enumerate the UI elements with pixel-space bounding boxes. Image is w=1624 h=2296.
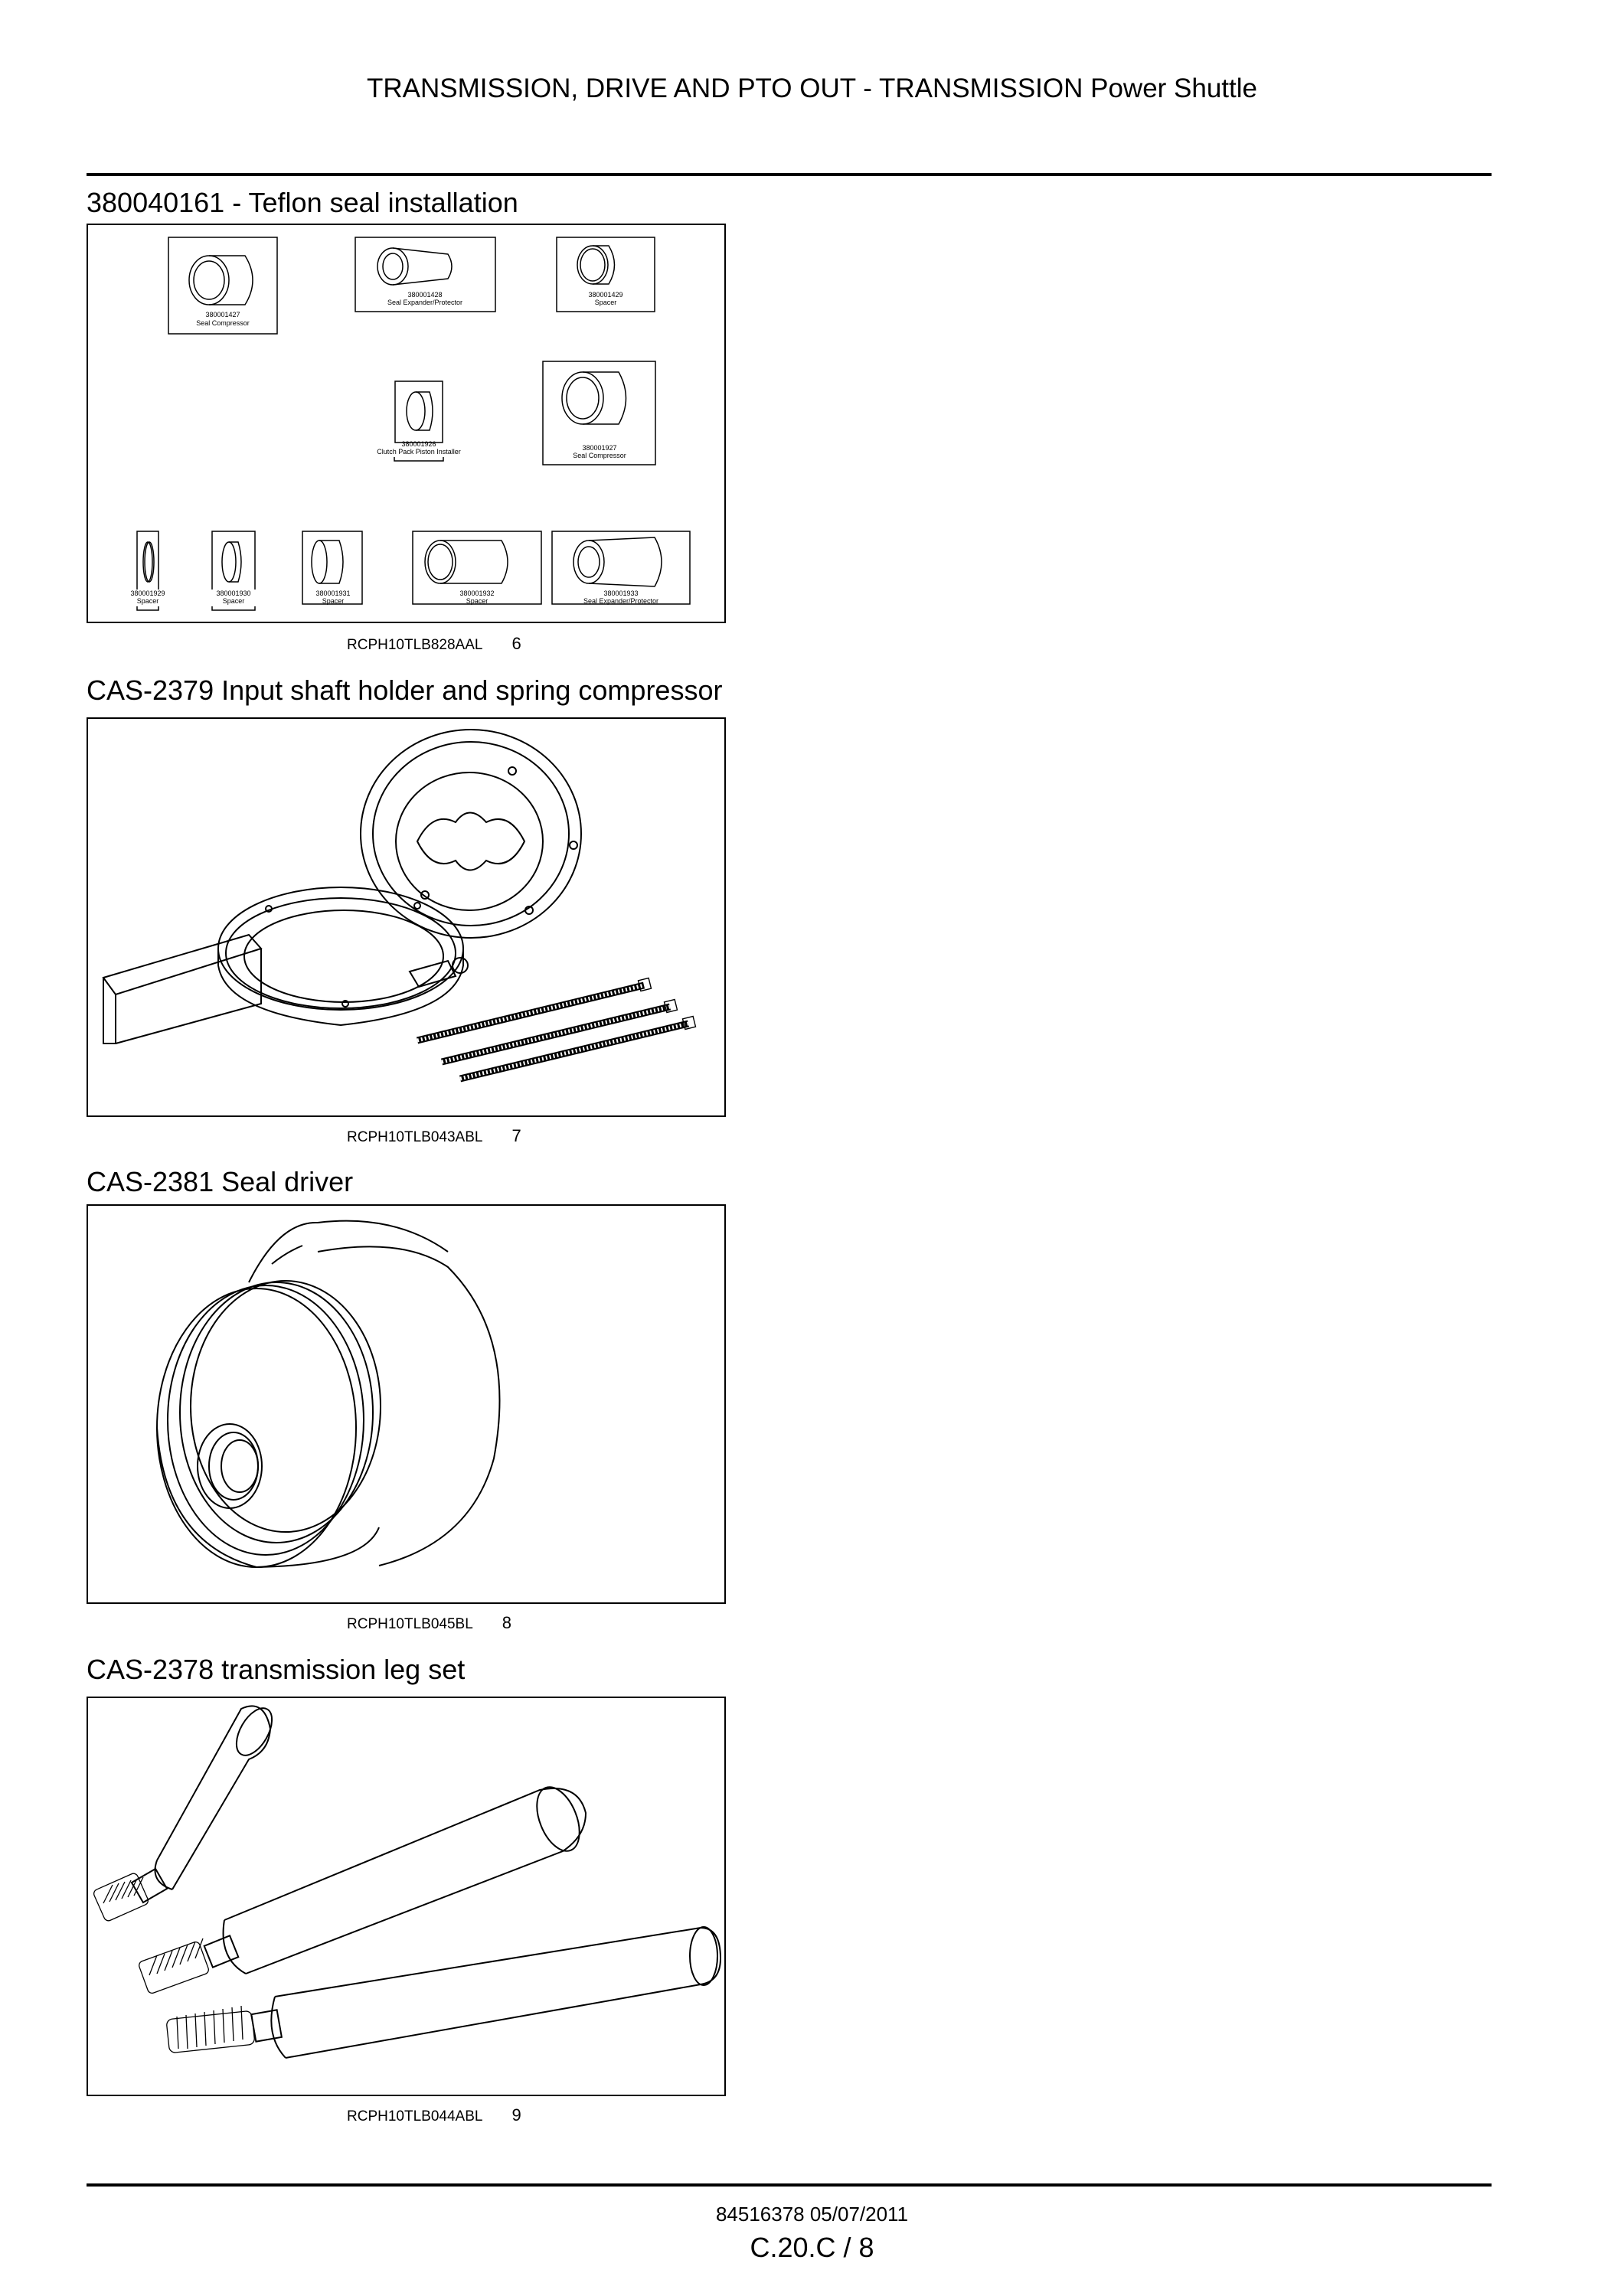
label-380001927-number: 380001927 xyxy=(582,444,617,452)
figure-code: RCPH10TLB045BL xyxy=(347,1616,473,1632)
part-380001930-illustration xyxy=(203,531,264,610)
label-380001931-name: Spacer xyxy=(322,597,345,605)
figure-number: 6 xyxy=(511,634,521,653)
figure-caption-6 xyxy=(347,634,521,654)
section-title-teflon-seal: 380040161 - Teflon seal installation xyxy=(87,187,518,218)
section-title-transmission-leg-set: CAS-2378 transmission leg set xyxy=(87,1654,466,1685)
part-380001428-illustration xyxy=(355,237,495,312)
label-380001929-number: 380001929 xyxy=(130,590,165,597)
part-380001429-illustration xyxy=(557,237,655,312)
part-380001933-illustration xyxy=(552,531,690,605)
part-380001929-illustration xyxy=(120,531,175,610)
figure-code: RCPH10TLB044ABL xyxy=(347,2108,483,2125)
label-380001927-name: Seal Compressor xyxy=(573,452,626,459)
figure-caption-9 xyxy=(347,2105,521,2125)
part-380001927-illustration xyxy=(543,361,655,465)
part-380001932-illustration xyxy=(413,531,541,605)
figure-caption-7 xyxy=(347,1126,521,1146)
section-title-input-shaft-holder: CAS-2379 Input shaft holder and spring compressor xyxy=(87,674,723,706)
label-380001428-number: 380001428 xyxy=(407,291,443,299)
label-380001932-name: Spacer xyxy=(466,597,489,605)
label-380001427-number: 380001427 xyxy=(205,311,240,318)
label-380001427-name: Seal Compressor xyxy=(196,319,250,327)
page-header-title: TRANSMISSION, DRIVE AND PTO OUT - TRANSMISSION Power Shuttle xyxy=(366,73,1258,103)
figure-number: 9 xyxy=(511,2105,521,2125)
label-380001429-number: 380001429 xyxy=(588,291,623,299)
figure-code: RCPH10TLB828AAL xyxy=(347,637,483,653)
part-380001427-illustration xyxy=(168,237,277,334)
figure-number: 8 xyxy=(502,1613,512,1632)
label-380001926-number: 380001926 xyxy=(401,440,436,448)
footer-document-info: 84516378 05/07/2011 xyxy=(715,2203,909,2226)
footer-rule xyxy=(87,2183,1492,2187)
label-380001929-name: Spacer xyxy=(136,597,159,605)
figure-seal-driver xyxy=(87,1204,726,1604)
label-380001926-name: Clutch Pack Piston Installer xyxy=(377,448,461,456)
figure-teflon-seal-kit xyxy=(87,224,726,623)
figure-input-shaft-holder xyxy=(87,717,726,1117)
label-380001930-number: 380001930 xyxy=(216,590,251,597)
figure-caption-8 xyxy=(347,1613,511,1633)
label-380001933-number: 380001933 xyxy=(603,590,639,597)
figure-transmission-leg-set xyxy=(87,1697,726,2096)
section-title-seal-driver: CAS-2381 Seal driver xyxy=(87,1166,354,1197)
part-380001926-illustration xyxy=(377,381,461,461)
figure-number: 7 xyxy=(511,1126,521,1145)
part-380001931-illustration xyxy=(302,531,362,605)
figure-code: RCPH10TLB043ABL xyxy=(347,1129,483,1145)
label-380001930-name: Spacer xyxy=(222,597,245,605)
label-380001931-number: 380001931 xyxy=(315,590,351,597)
label-380001932-number: 380001932 xyxy=(459,590,495,597)
footer-page-number: C.20.C / 8 xyxy=(750,2232,874,2263)
label-380001933-name: Seal Expander/Protector xyxy=(583,597,659,605)
label-380001429-name: Spacer xyxy=(594,299,617,306)
header-rule xyxy=(87,173,1492,176)
label-380001428-name: Seal Expander/Protector xyxy=(387,299,463,306)
